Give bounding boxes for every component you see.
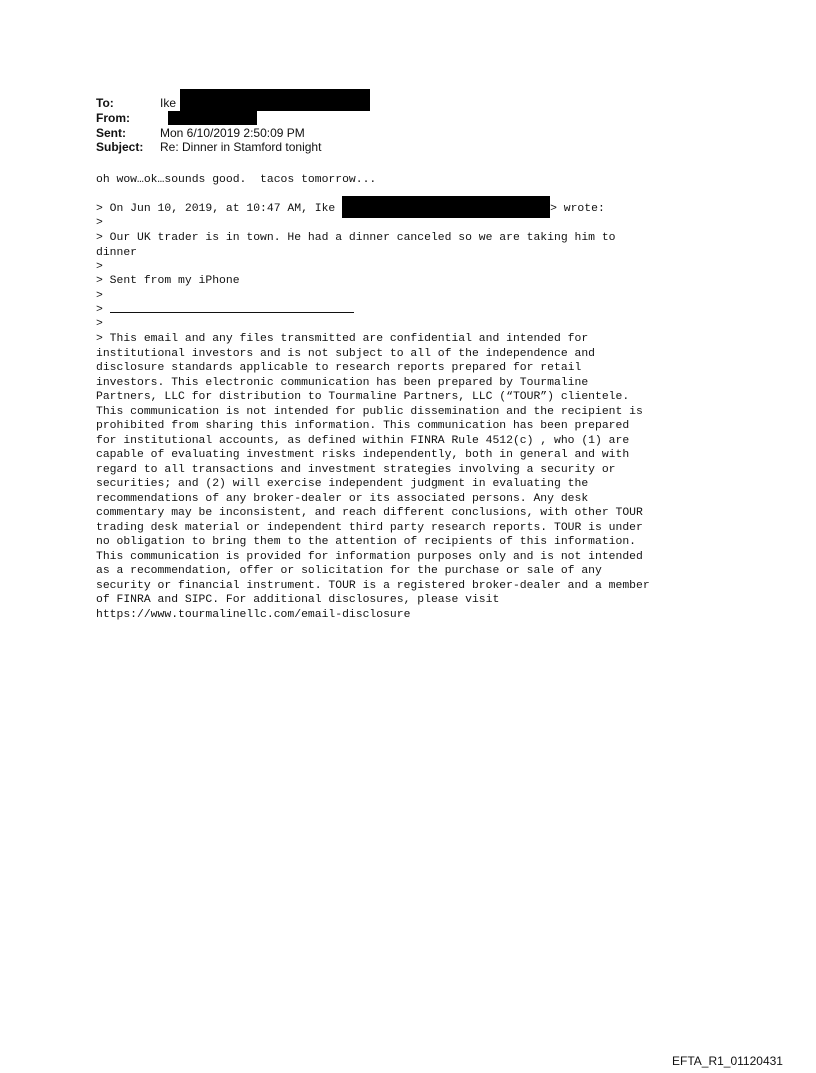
subject-label: Subject: <box>96 140 144 154</box>
sent-row <box>96 126 370 141</box>
quoted-message: > Our UK trader is in town. He had a dinner canceled so we are taking him to dinner <box>96 232 616 259</box>
quote-intro-suffix: > wrote: <box>550 203 605 215</box>
from-value <box>160 111 257 126</box>
to-name: Ike <box>160 96 177 110</box>
quote-intro-prefix: > On Jun 10, 2019, at 10:47 AM, Ike <box>96 203 336 215</box>
quote-blank-line: > <box>96 290 103 302</box>
redaction-block <box>342 196 550 218</box>
from-label: From: <box>96 111 130 125</box>
quote-separator <box>96 303 354 318</box>
separator-rule <box>110 303 354 313</box>
redaction-block <box>180 89 370 111</box>
document-id: EFTA_R1_01120431 <box>672 1054 783 1068</box>
subject-value: Re: Dinner in Stamford tonight <box>160 140 322 154</box>
quoted-signature: > Sent from my iPhone <box>96 275 240 287</box>
quote-blank-line: > <box>96 217 103 229</box>
reply-text: oh wow…ok…sounds good. tacos tomorrow... <box>96 174 377 186</box>
email-header <box>96 96 370 155</box>
from-row <box>96 111 370 126</box>
quote-rule-prefix: > <box>96 304 110 316</box>
to-value <box>160 96 370 111</box>
redaction-block <box>168 111 257 125</box>
to-label: To: <box>96 96 114 110</box>
subject-row <box>96 140 370 155</box>
disclaimer-text: > This email and any files transmitted are confidential and intended for institutional investors and is not subject to all of the independence and disclosure standards applicable to research reports prepared for retail investors. This electronic communication has been prepared by Tourmaline Partners, LLC for distribution to Tourmaline Partners, LLC (“TOUR”) clientele. This communication is not intended for public dissemination and the recipient is prohibited from sharing this information. This communication has been prepared for institutional accounts, as defined within FINRA Rule 4512(c) , who (1) are capable of evaluating investment risks independently, both in general and with regard to all transactions and investment strategies involving a security or securities; and (2) will exercise independent judgment in evaluating the recommendations of any broker-dealer or its associated persons. Any desk commentary may be inconsistent, and reach different conclusions, with other TOUR trading desk material or independent third party research reports. TOUR is under no obligation to bring them to the attention of recipients of this information. This communication is provided for information purposes only and is not intended as a recommendation, offer or solicitation for the purchase or sale of any security or financial instrument. TOUR is a registered broker-dealer and a member of FINRA and SIPC. For additional disclosures, please visit https://www.tourmalinellc.com/email-disclosure <box>96 333 650 621</box>
quote-blank-line: > <box>96 318 103 330</box>
sent-value: Mon 6/10/2019 2:50:09 PM <box>160 125 305 140</box>
sent-label: Sent: <box>96 125 126 140</box>
quote-blank-line: > <box>96 261 103 273</box>
to-row <box>96 96 370 111</box>
quote-intro <box>96 202 605 218</box>
